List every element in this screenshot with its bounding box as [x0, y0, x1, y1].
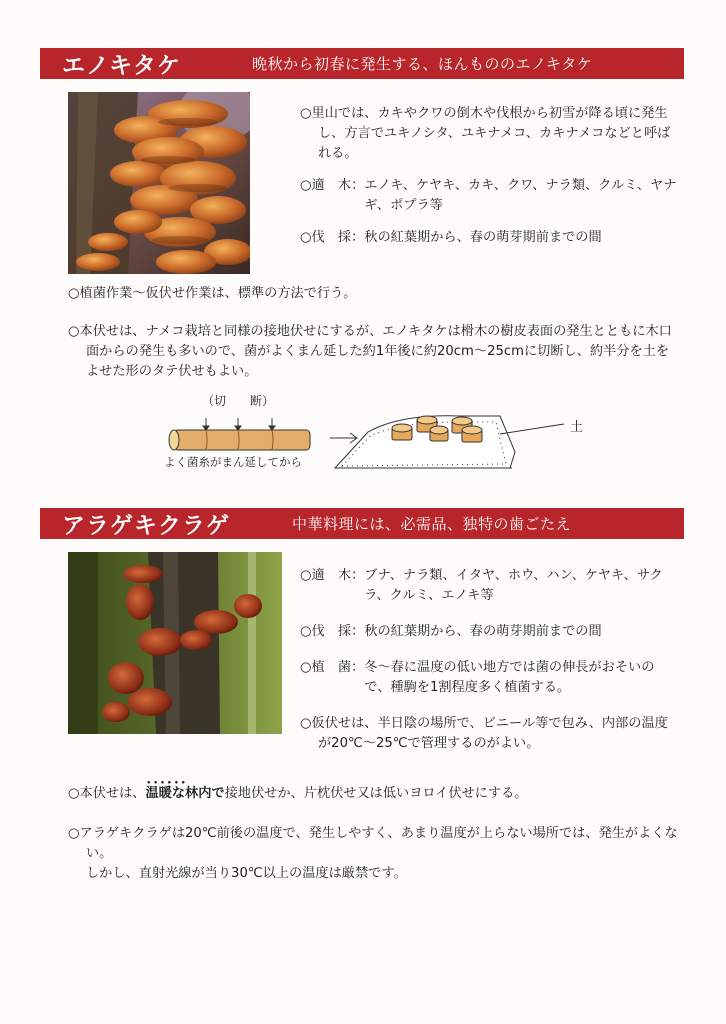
soil-label: 土 — [570, 420, 584, 435]
harvest-value: 秋の紅葉期から、春の萌芽期前までの間 — [364, 230, 602, 245]
enokitake-inoculation: ○植菌作業～仮伏せ作業は、標準の方法で行う。 — [68, 286, 357, 301]
aragekikurage-tree-row — [300, 566, 680, 606]
section-subtitle: 晩秋から初春に発生する、ほんもののエノキタケ — [252, 55, 593, 73]
aragekikurage-karibuse: ○仮伏せは、半日陰の場所で、ビニール等で包み、内部の温度が20℃～25℃で管理するのがよい。 — [300, 716, 668, 751]
aragekikurage-photo — [68, 552, 282, 734]
section-title: エノキタケ — [62, 53, 181, 79]
enokitake-harvest-row — [300, 228, 680, 248]
aragekikurage-temp-2: しかし、直射光線が当り30℃以上の温度は厳禁です。 — [86, 866, 407, 881]
section-banner-enokitake — [40, 48, 684, 79]
cut-label: （切 断） — [202, 394, 275, 408]
aragekikurage-harvest-row — [300, 622, 680, 642]
harvest-label: ○伐 採： — [300, 230, 365, 245]
enokitake-honbuse: ○本伏せは、ナメコ栽培と同様の接地伏せにするが、エノキタケは榾木の樹皮表面の発生とともに木口面からの発生も多いので、菌がよくまん延した約1年後に約20cm～25cmに切断し、約半分を土をよせた形のタテ伏せもよい。 — [68, 324, 672, 379]
harvest-value: 秋の紅葉期から、春の萌芽期前までの間 — [364, 624, 602, 639]
tree-label: ○適 木： — [300, 568, 365, 583]
section-subtitle: 中華料理には、必需品、独特の歯ごたえ — [292, 515, 572, 533]
honbuse-post: 接地伏せか、片枕伏せ又は低いヨロイ伏せにする。 — [224, 786, 528, 801]
tree-label: ○適 木： — [300, 178, 365, 193]
aragekikurage-info — [300, 566, 680, 766]
section-banner-aragekikurage — [40, 508, 684, 539]
tree-value: エノキ、ケヤキ、カキ、クワ、ナラ類、クルミ、ヤナギ、ポプラ等 — [364, 178, 677, 213]
aragekikurage-temp-1: ○アラゲキクラゲは20℃前後の温度で、発生しやすく、あまり温度が上らない場所では、発生がよくない。 — [68, 826, 678, 861]
enokitake-tree-row — [300, 176, 680, 216]
enokitake-info — [300, 104, 680, 260]
inoc-value: 冬～春に温度の低い地方では菌の伸長がおそいので、種駒を1割程度多く植菌する。 — [364, 660, 655, 695]
aragekikurage-body — [68, 784, 680, 896]
inoc-label: ○植 菌： — [300, 660, 365, 675]
tree-value: ブナ、ナラ類、イタヤ、ホウ、ハン、ケヤキ、サクラ、クルミ、エノキ等 — [364, 568, 663, 603]
section-title: アラゲキクラゲ — [62, 513, 230, 539]
aragekikurage-inoc-row — [300, 658, 680, 698]
honbuse-pre: ○本伏せは、 — [68, 786, 146, 801]
honbuse-emphasis: • • • 温暖な林内で — [145, 784, 224, 804]
harvest-label: ○伐 採： — [300, 624, 365, 639]
aragekikurage-honbuse — [68, 784, 680, 804]
enokitake-photo — [68, 92, 250, 274]
enokitake-intro: ○里山では、カキやクワの倒木や伐根から初雪が降る頃に発生し、方言でユキノシタ、ユキナメコ、カキナメコなどと呼ばれる。 — [300, 106, 671, 161]
cutting-diagram — [160, 392, 600, 474]
diagram-caption: よく菌糸がまん延してから — [164, 455, 302, 469]
enokitake-body — [68, 284, 680, 394]
